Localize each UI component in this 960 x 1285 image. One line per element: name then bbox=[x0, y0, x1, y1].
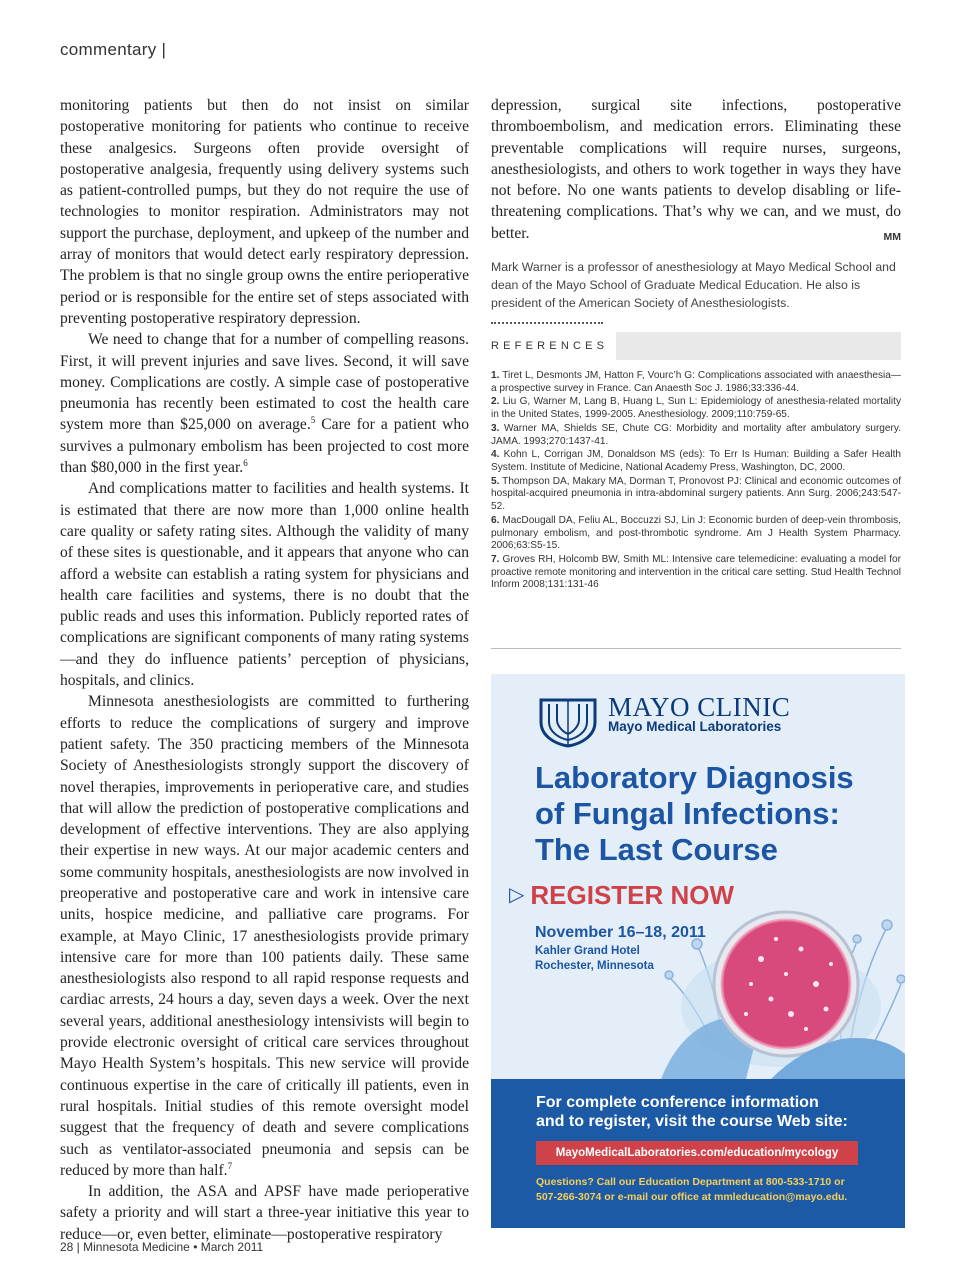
references-header bbox=[491, 332, 901, 360]
conference-info: For complete conference information and to register, visit the course Web site: bbox=[536, 1094, 848, 1130]
petri-dish-illustration bbox=[651, 889, 905, 1079]
brand-name: MAYO CLINIC bbox=[608, 692, 791, 722]
references-list bbox=[491, 370, 901, 592]
paragraph: We need to change that for a number of compelling reasons. First, it will prevent injuries and save lives. Second, it will save money. Complications are costly. A simple case of postoperative pneumonia has recently been estimated to cost the health care system more than $25,000 on average.$^5$ Care for a patient who survives a pulmonary embolism has been projected to cost more than $80,000 in the first year.$^6$ bbox=[60, 331, 470, 477]
footnote-ref: 7 bbox=[227, 1160, 233, 1171]
reference-item: 2. Liu G, Warner M, Lang B, Huang L, Sun L: Epidemiology of anesthesia-related mortality in the United States, 1999-2005. Anesthesiology. 2009;110:759-65. bbox=[491, 396, 901, 421]
divider-rule bbox=[491, 648, 901, 649]
play-triangle-icon: ▷ bbox=[509, 884, 525, 906]
dotted-divider bbox=[491, 322, 603, 324]
references-title: REFERENCES bbox=[491, 340, 609, 353]
register-now-link[interactable]: ▷ REGISTER NOW bbox=[509, 880, 735, 910]
article-right-column bbox=[491, 95, 901, 593]
reference-item: 4. Kohn L, Corrigan JM, Donaldson MS (eds): To Err Is Human: Building a Safer Health System. Institute of Medicine, National Academy Press, Washington, DC, 2000. bbox=[491, 449, 901, 473]
paragraph: And complications matter to facilities and health systems. It is estimated that there are now more than 1,000 online health care quality or safety rating sites. Although the validity of many of these sites is questionable, and it appears that anyone who can afford a website can establish a rating system for physicians and health care facilities and systems, there is no doubt that the public reads and uses this information. Publicly reported rates of complications are significant components of many rating systems—and they do influence patients’ perception of physicians, hospitals, and clinics. bbox=[60, 480, 469, 690]
paragraph: depression, surgical site infections, postoperative thromboembolism, and medication errors. Eliminating these preventable complications will require nurses, surgeons, anesthesiologists, and others to work together in ways they have not before. No one wants patients to develop disabling or life-threatening complications. That’s why we can, and we must, do better. MM bbox=[491, 95, 901, 244]
contact-info: Questions? Call our Education Department at 800-533-1710 or 507-266-3074 or e-mail our office at mmleducation@mayo.edu. bbox=[536, 1176, 848, 1203]
ad-footer-panel bbox=[491, 1079, 905, 1228]
footnote-ref: 5 bbox=[310, 415, 316, 426]
paragraph: monitoring patients but then do not insist on similar postoperative monitoring for patients who continue to receive these analgesics. Surgeons often provide oversight of postoperative analgesia, frequently using delivery systems such as patient-controlled pumps, but they do not require the use of technologies to monitor respiration. Administrators may not support the purchase, deployment, and upkeep of the number and array of monitors that would detect early respiratory depression. The problem is that no single group owns the entire perioperative period or is responsible for the entire set of steps associated with preventing postoperative respiratory depression. bbox=[60, 97, 469, 327]
course-title: Laboratory Diagnosis of Fungal Infections: The Last Course bbox=[535, 760, 854, 867]
author-initials: MM bbox=[883, 230, 901, 243]
event-venue: Kahler Grand Hotel Rochester, Minnesota bbox=[535, 945, 654, 972]
event-date: November 16–18, 2011 bbox=[535, 924, 706, 941]
reference-item: 6. MacDougall DA, Feliu AL, Boccuzzi SJ, Lin J: Economic burden of deep-vein thrombosis, pulmonary embolism, and post-thrombotic syndrome. Am J Health System Pharmacy. 2006;63:S5-15. bbox=[491, 514, 901, 552]
course-website-link[interactable]: MayoMedicalLaboratories.com/education/mycology bbox=[536, 1141, 858, 1165]
section-label: commentary | bbox=[60, 40, 167, 59]
mayo-shield-logo-icon bbox=[537, 696, 599, 748]
article-left-column bbox=[60, 95, 469, 1245]
footnote-ref: 6 bbox=[243, 457, 248, 468]
mayo-clinic-advertisement[interactable] bbox=[491, 674, 905, 1228]
references-header-bar bbox=[616, 332, 901, 360]
reference-item: 3. Warner MA, Shields SE, Chute CG: Morbidity and mortality after ambulatory surgery. JAMA. 1993;270:1437-41. bbox=[491, 422, 901, 447]
reference-item: 7. Groves RH, Holcomb BW, Smith ML: Intensive care telemedicine: evaluating a model for proactive remote monitoring and intervention in the critical care setting. Stud Health Technol Inform 2008;131:131-46 bbox=[491, 553, 901, 591]
brand-subtitle: Mayo Medical Laboratories bbox=[608, 719, 782, 734]
page-footer: 28 | Minnesota Medicine • March 2011 bbox=[60, 1240, 264, 1254]
author-bio: Mark Warner is a professor of anesthesiology at Mayo Medical School and dean of the Mayo School of Graduate Medical Education. He also is president of the American Society of Anesthesiologists. bbox=[491, 260, 896, 311]
reference-item: 1. Tiret L, Desmonts JM, Hatton F, Vourc’h G: Complications associated with anaesthesia—a prospective survey in France. Can Anaesth Soc J. 1986;33:336-44. bbox=[491, 370, 901, 394]
paragraph: Minnesota anesthesiologists are committed to furthering efforts to reduce the complications of surgery and improve patient safety. The 350 practicing members of the Minnesota Society of Anesthesiologists strongly support the discovery of novel therapies, improvements in perioperative care, and studies that will allow the prediction of postoperative complications and development of effective interventions. They are also applying their expertise in new ways. At our major academic centers and some community hospitals, anesthesiologists are now involved in preoperative and postoperative care and work in intensive care units, hospice medicine, and palliative care programs. For example, at Mayo Clinic, 17 anesthesiologists provide primary intensive care for more than 100 patients daily. These same anesthesiologists also respond to all rapid response requests and cardiac arrests, 24 hours a day, seven days a week. Over the next several years, additional anesthesiology intensivists will begin to provide electronic oversight of critical care services throughout Mayo Health System’s hospitals. This new service will provide continuous expertise in the care of critically ill patients, even in rural hospitals. Initial studies of this remote oversight model suggest that the frequency of death and severe complications such as ventilator-associated pneumonia and sepsis can be reduced by more than half.$^7$ bbox=[60, 693, 469, 1179]
reference-item: 5. Thompson DA, Makary MA, Dorman T, Pronovost PJ: Clinical and economic outcomes of hospital-acquired pneumonia in intra-abdominal surgery patients. Ann Surg. 2006;243:547-52. bbox=[491, 475, 901, 513]
paragraph: In addition, the ASA and APSF have made perioperative safety a priority and will start a three-year initiative this year to reduce—or, even better, eliminate—postoperative respiratory bbox=[60, 1183, 469, 1243]
